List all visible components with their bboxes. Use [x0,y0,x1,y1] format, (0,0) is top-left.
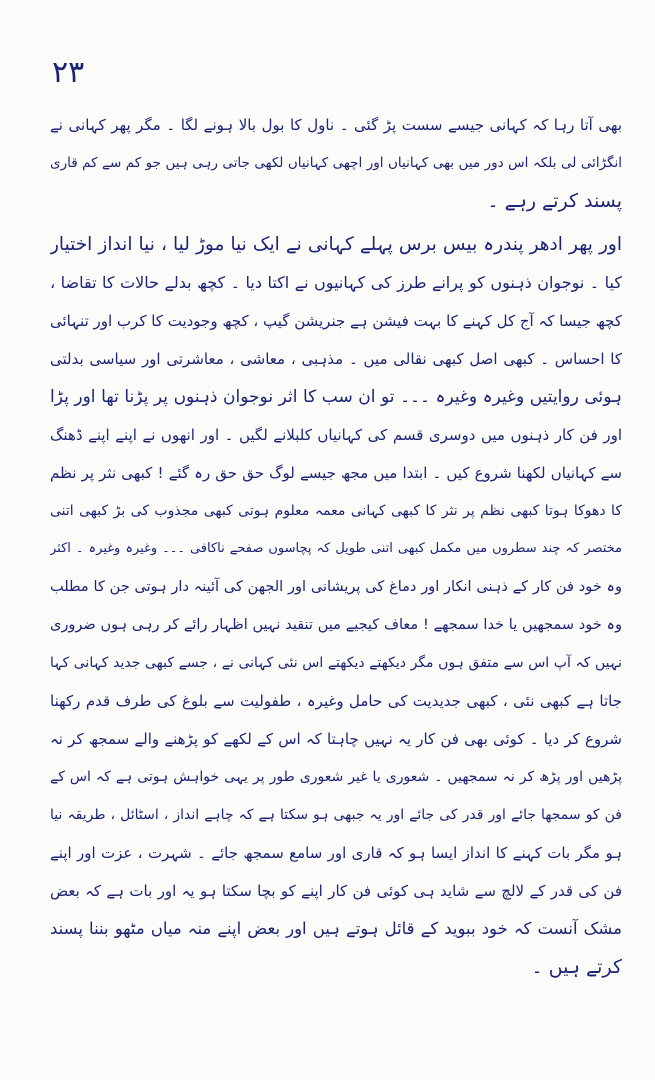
text-line: نہیں کہ آپ اس سے متفق ہوں مگر دیکھتے دیکھتے اس نئی کہانی نے ، جسے کبھی جدید کہانی کہا [50,655,622,671]
text-line: اور پھر ادھر پندرہ بیس برس پہلے کہانی نے ایک نیا موڑ لیا ، نیا انداز اختیار [50,234,622,255]
paragraph-1 [50,106,622,220]
text-line: جاتا ہے کبھی نئی ، کبھی جدیدیت کی حامل وغیرہ ، طفولیت سے بلوغ کی طرف قدم رکھنا [50,692,622,710]
text-line: اور فن کار ذہنوں میں دوسری قسم کی کہانیاں کلبلانے لگیں ۔ اور انھوں نے اپنے اپنے ڈھنگ [50,426,622,444]
text-line: کیا ۔ نوجوان ذہنوں کو پرانے طرز کی کہانیوں نے اکتا دیا ۔ کچھ بدلے حالات کا تقاضا ، [50,273,622,292]
text-line: وہ خود فن کار کے ذہنی انکار اور دماغ کی پریشانی اور الجھن کی آئینہ دار ہوتی جن کا مطلب [50,579,622,595]
text-line: ہو مگر بات کہنے کا انداز ایسا ہو کہ قاری اور سامع سمجھ جائے ۔ شہرت ، عزت اور اپنے [50,844,622,862]
text-line: فن کی قدر کے لالچ سے شاید ہی کوئی فن کار اپنے کو بچا سکتا ہو یہ اور بات ہے کہ بعض [50,882,622,900]
text-line: ہوئی روایتیں وغیرہ وغیرہ ۔۔۔ تو ان سب کا اثر نوجوان ذہنوں پر پڑنا تھا اور پڑا [50,387,622,407]
text-line: کچھ جیسا کہ آج کل کہنے کا بہت فیشن ہے جنریشن گیپ ، کچھ وجودیت کا کرب اور تنہائی [50,312,622,330]
text-line: کا احساس ۔ کبھی اصل کبھی نقالی میں ۔ مذہبی ، معاشی ، معاشرتی اور سیاسی بدلتی [50,350,622,368]
text-line: شروع کر دیا ۔ کوئی بھی فن کار یہ نہیں چاہتا کہ اس کے لکھے کو پڑھنے والے سمجھ کر نہ [50,730,622,748]
text-line: وہ خود سمجھیں یا خدا سمجھے ! معاف کیجیے میں تنقید نہیں اظہار رائے کر رہی ہوں ضروری [50,617,622,633]
text-line: کرتے ہیں ۔ [531,956,622,978]
text-line: سے کہانیاں لکھنا شروع کیں ۔ ابتدا میں مجھ جیسے لوگ حق حق رہ گئے ! کبھی نثر پر نظم [50,464,622,482]
text-line: کا دھوکا ہوتا کبھی نظم پر نثر کا کبھی کہانی معمہ معلوم ہوتی کبھی مجذوب کی بڑ کبھی اتنی [50,503,622,519]
text-line: انگڑائی لی بلکہ اس دور میں بھی کہانیاں اور اچھی کہانیاں لکھی جاتی رہی ہیں جو کم سے کم قاری [50,155,622,171]
paragraph-2 [50,226,622,986]
text-line: مشک آنست کہ خود ببوید کے قائل ہوتے ہیں اور بعض اپنے منہ میاں مٹھو بننا پسند [50,919,622,938]
page-number: ۲۳ [52,55,85,90]
text-line: بھی آتا رہا کہ کہانی جیسے سست پڑ گئی ۔ ناول کا بول بالا ہونے لگا ۔ مگر پھر کہانی نے [50,116,622,134]
text-line: پڑھیں اور پڑھ کر نہ سمجھیں ۔ شعوری یا غیر شعوری طور پر یہی خواہش ہوتی ہے کہ اس کے [50,769,622,785]
text-line: پسند کرتے رہے ۔ [487,190,622,212]
text-line: مختصر کہ چند سطروں میں مکمل کبھی اتنی طویل کہ پچاسوں صفحے ناکافی ۔۔۔ وغیرہ وغیرہ ۔ اکثر [50,541,622,556]
text-line: فن کو سمجھا جائے اور قدر کی جائے اور یہ جبھی ہو سکتا ہے کہ چاہے انداز ، اسٹائل ، طریقہ نیا [50,807,622,823]
